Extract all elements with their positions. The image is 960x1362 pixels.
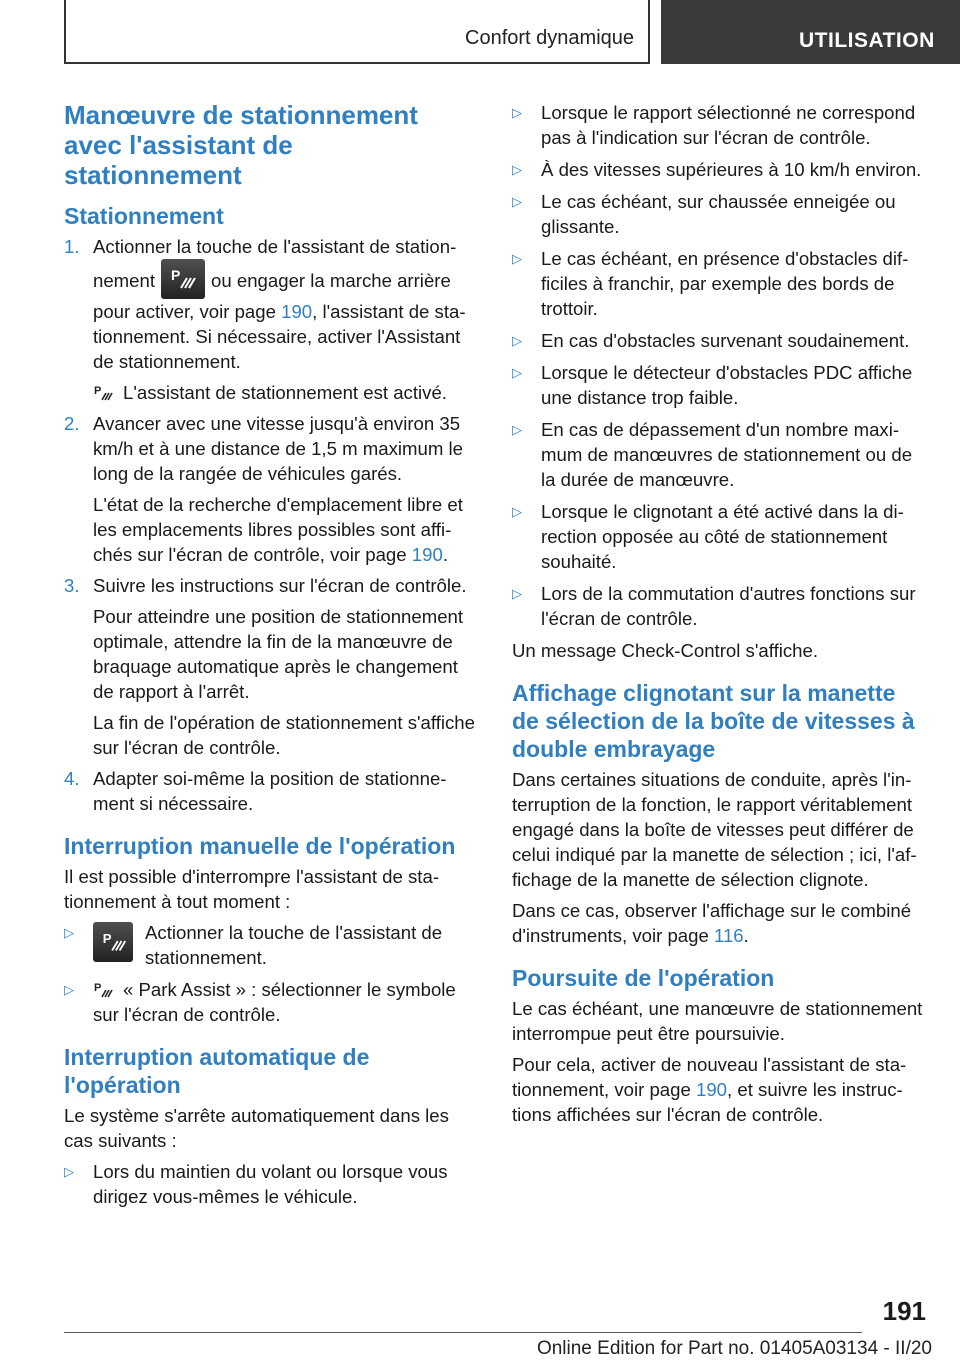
step-3: [64, 573, 477, 760]
bullet-text: À des vitesses supérieures à 10 km/h environ.: [541, 159, 922, 180]
bullet-text: Lors de la commutation d'autres fonctions sur l'écran de contrôle.: [541, 583, 916, 629]
step-2: [64, 411, 477, 567]
bullet-item: [512, 417, 928, 492]
left-column: [64, 100, 477, 1216]
bullet-text: En cas d'obstacles survenant soudainement.: [541, 330, 910, 351]
park-assist-button-icon: [93, 922, 133, 962]
step-text: Avancer avec une vitesse jusqu'à environ 35 km/h et à une distance de 1,5 m maximum le long de la rangée de véhicules garés.: [93, 413, 463, 484]
step-text: Suivre les instructions sur l'écran de contrôle.: [93, 575, 467, 596]
step-number: 2.: [64, 413, 80, 434]
triangle-bullet-icon: ▷: [512, 194, 522, 209]
bullet-text: Lorsque le détecteur d'obstacles PDC affiche une distance trop faible.: [541, 362, 913, 408]
step-number: 1.: [64, 236, 80, 257]
right-column: [512, 100, 928, 1133]
page-number: 191: [882, 1296, 926, 1326]
triangle-bullet-icon: ▷: [512, 105, 522, 120]
bullet-text: Lors du maintien du volant ou lorsque vous dirigez vous-mêmes le véhicule.: [93, 1161, 448, 1207]
bullet-text: Lorsque le clignotant a été activé dans la direction opposée au côté de stationnement souhaité.: [541, 501, 904, 572]
auto-intro: Le système s'arrête automatiquement dans les cas suivants :: [64, 1105, 449, 1151]
page-footer: [0, 1290, 960, 1362]
page-header: [0, 0, 960, 66]
step-text: La fin de l'opération de stationnement s'affiche sur l'écran de contrôle.: [93, 712, 475, 758]
continue-text: [512, 1052, 928, 1127]
triangle-bullet-icon: ▷: [512, 586, 522, 601]
triangle-bullet-icon: ▷: [64, 925, 74, 940]
continue-text-part: , et suivre les instructions affichées sur l'écran de contrôle.: [512, 1079, 903, 1125]
heading-manual-interruption: Interruption manuelle de l'opération: [64, 833, 456, 859]
bullet-item: [64, 977, 477, 1027]
triangle-bullet-icon: ▷: [512, 422, 522, 437]
triangle-bullet-icon: ▷: [512, 504, 522, 519]
step-text: Pour atteindre une position de stationnement optimale, attendre la fin de la manœuvre de braquage automatique après le changement de rapport à l'arrêt.: [93, 606, 464, 702]
section-title: Confort dynamique: [64, 0, 650, 64]
bullet-item: [512, 246, 928, 321]
heading-stationnement: Stationnement: [64, 203, 224, 229]
chapter-title: UTILISATION: [661, 0, 960, 64]
blink-text-part: .: [743, 925, 749, 946]
bullet-text: « Park Assist » : sélectionner le symbole sur l'écran de contrôle.: [93, 979, 456, 1025]
bullet-item: [512, 189, 928, 239]
bullet-item: [512, 581, 928, 631]
svg-text:P: P: [171, 267, 181, 283]
step-4: [64, 766, 477, 816]
bullet-text: En cas de dépassement d'un nombre maximum de manœuvres de stationnement ou de la durée de manœuvre.: [541, 419, 913, 490]
svg-text:P: P: [94, 982, 102, 994]
bullet-item: [512, 100, 928, 150]
page-link[interactable]: 190: [696, 1079, 728, 1100]
continue-text-part: Pour cela, activer de nouveau l'assistant de stationnement, voir page: [512, 1054, 907, 1100]
bullet-text: Le cas échéant, en présence d'obstacles difficiles à franchir, par exemple des bords de trottoir.: [541, 248, 909, 319]
interruption-conditions-list: [512, 100, 928, 631]
heading-continue: Poursuite de l'opération: [512, 965, 775, 991]
bullet-item: [512, 157, 928, 182]
step-text: Adapter soi-même la position de stationnement si nécessaire.: [93, 768, 447, 814]
bullet-item: [512, 360, 928, 410]
bullet-item: [512, 328, 928, 353]
park-assist-symbol-icon: [93, 979, 117, 999]
step-text: [93, 492, 477, 567]
triangle-bullet-icon: ▷: [512, 365, 522, 380]
svg-text:P: P: [102, 930, 112, 946]
bullet-text: Lorsque le rapport sélectionné ne correspond pas à l'indication sur l'écran de contrôle.: [541, 102, 916, 148]
svg-text:P: P: [94, 385, 102, 397]
park-assist-active-icon: [93, 382, 117, 402]
triangle-bullet-icon: ▷: [64, 982, 74, 997]
heading-blinking-display: Affichage clignotant sur la manette de sélection de la boîte de vitesses à double embrayage: [512, 680, 915, 762]
continue-text: Le cas échéant, une manœuvre de stationnement interrompue peut être poursuivie.: [512, 998, 923, 1044]
page-link[interactable]: 190: [281, 301, 313, 322]
triangle-bullet-icon: ▷: [512, 162, 522, 177]
manual-intro: Il est possible d'interrompre l'assistant de stationnement à tout moment :: [64, 866, 440, 912]
page-link[interactable]: 190: [411, 544, 443, 565]
bullet-text: Le cas échéant, sur chaussée enneigée ou glissante.: [541, 191, 896, 237]
park-assist-button-icon: [161, 259, 205, 299]
triangle-bullet-icon: ▷: [512, 333, 522, 348]
step-1: [64, 234, 477, 405]
step-number: 3.: [64, 575, 80, 596]
page-link[interactable]: 116: [714, 925, 744, 946]
step-text-part: Actionner la touche de l'assistant de stationnement: [93, 236, 457, 291]
step-number: 4.: [64, 768, 80, 789]
blink-text: [512, 898, 928, 948]
bullet-item: [512, 499, 928, 574]
edition-text: Online Edition for Part no. 01405A03134 - II/20: [536, 1338, 932, 1359]
step-text: [93, 380, 477, 405]
step-text: [93, 234, 477, 374]
step-text-part: L'état de la recherche d'emplacement libre et les emplacements libres possibles sont affichés sur l'écran de contrôle, voir page: [93, 494, 463, 565]
heading-auto-interruption: Interruption automatique de l'opération: [64, 1044, 370, 1098]
step-text-part: L'assistant de stationnement est activé.: [123, 382, 447, 403]
triangle-bullet-icon: ▷: [64, 1164, 74, 1179]
main-title: Manœuvre de stationnement avec l'assistant de stationnement: [64, 100, 418, 190]
step-text-part: .: [442, 544, 448, 565]
blink-text-part: Dans ce cas, observer l'affichage sur le combiné d'instruments, voir page: [512, 900, 912, 946]
bullet-item: [64, 1159, 477, 1209]
bullet-text: Actionner la touche de l'assistant de stationnement.: [145, 922, 443, 968]
check-control-text: Un message Check-Control s'affiche.: [512, 640, 819, 661]
step-text-part: ou engager la marche arrière pour activer, voir page: [93, 270, 451, 322]
bullet-item: [64, 920, 477, 970]
blink-text: Dans certaines situations de conduite, après l'interruption de la fonction, le rapport véritablement engagé dans la boîte de vitesses peut différer de celui indiqué par la manette de sélection ; ici, l'affichage de la manette de sélection clignote.: [512, 769, 917, 890]
footer-divider: [64, 1332, 862, 1333]
step-text-part: , l'assistant de stationnement. Si nécessaire, activer l'Assistant de stationnement.: [93, 301, 466, 372]
triangle-bullet-icon: ▷: [512, 251, 522, 266]
